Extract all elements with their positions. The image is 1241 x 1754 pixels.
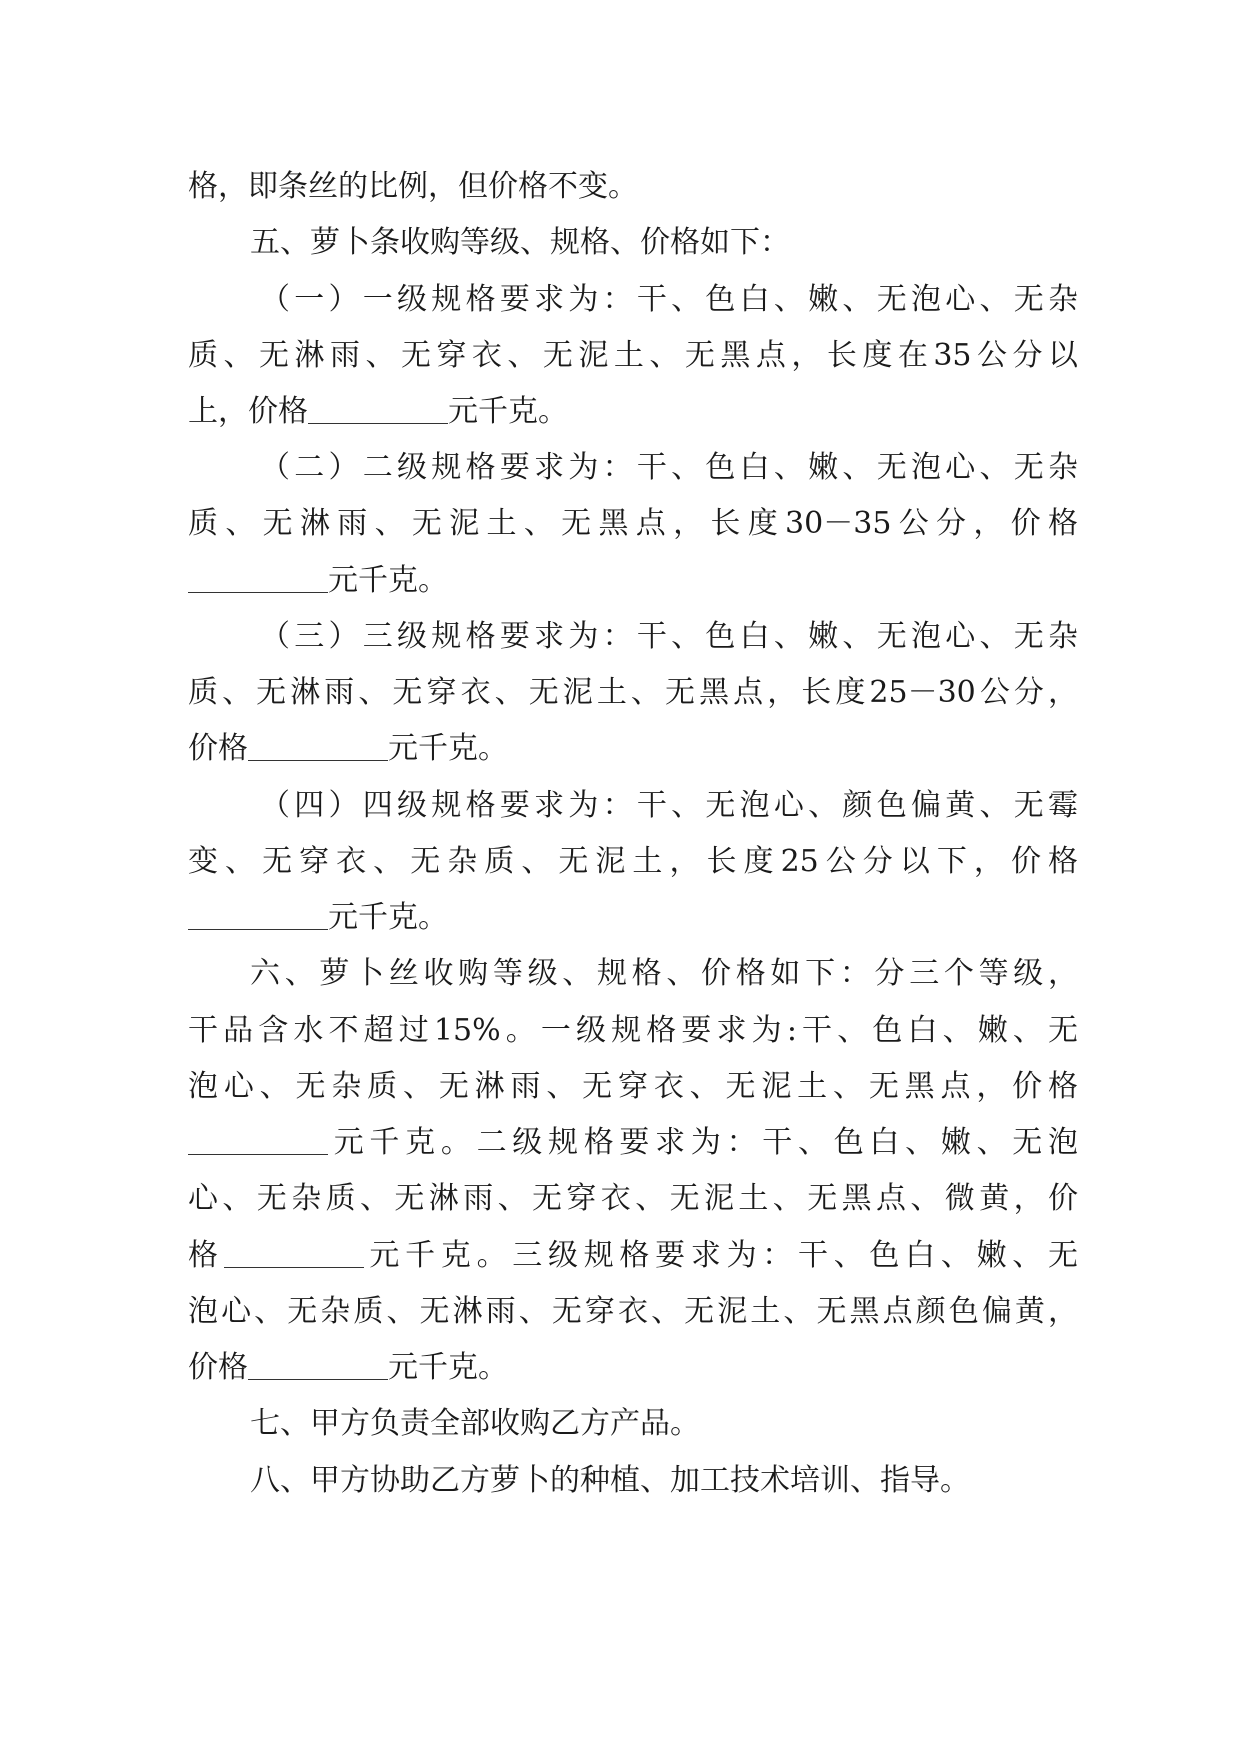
text-line: 元千克。二级规格要求为：干、色白、嫩、无泡 <box>188 1113 1078 1173</box>
text-line: （二）二级规格要求为：干、色白、嫩、无泡心、无杂 <box>260 450 1078 485</box>
text-line: 六、萝卜丝收购等级、规格、价格如下：分三个等级， <box>250 956 1078 991</box>
text-line: 质、无淋雨、无穿衣、无泥土、无黑点，长度25－30公分， <box>188 675 1078 710</box>
text-line: 格 元千克。三级规格要求为：干、色白、嫩、无 <box>188 1238 1079 1273</box>
text-line: 价格 元千克。 <box>188 1350 508 1385</box>
text-line: 价格 元千克。 <box>188 731 508 766</box>
text-line: 上，价格 元千克。 <box>188 394 568 429</box>
text-line: 元千克。 <box>188 888 1078 948</box>
text-line: 泡心、无杂质、无淋雨、无穿衣、无泥土、无黑点，价格 <box>188 1069 1078 1104</box>
text-line: 干品含水不超过15%。一级规格要求为:干、色白、嫩、无 <box>188 1013 1078 1048</box>
text-line: 格，即条丝的比例，但价格不变。 <box>188 169 638 204</box>
text-line: 变、无穿衣、无杂质、无泥土，长度25公分以下，价格 <box>188 844 1078 879</box>
price-blank <box>188 590 328 593</box>
price-blank <box>188 927 328 930</box>
price-blank <box>308 421 448 424</box>
text-line: 泡心、无杂质、无淋雨、无穿衣、无泥土、无黑点颜色偏黄， <box>188 1294 1078 1329</box>
text-line: 心、无杂质、无淋雨、无穿衣、无泥土、无黑点、微黄，价 <box>188 1181 1078 1216</box>
text-line: 元千克。 <box>188 551 1078 611</box>
text-line: 七、甲方负责全部收购乙方产品。 <box>250 1406 700 1441</box>
text-line: （一）一级规格要求为：干、色白、嫩、无泡心、无杂 <box>260 282 1078 317</box>
price-blank <box>188 1152 328 1155</box>
text-line: 质、无淋雨、无穿衣、无泥土、无黑点，长度在35公分以 <box>188 338 1078 373</box>
section-heading: 五、萝卜条收购等级、规格、价格如下： <box>250 225 790 260</box>
text-line: 八、甲方协助乙方萝卜的种植、加工技术培训、指导。 <box>250 1463 970 1498</box>
text-line: （三）三级规格要求为：干、色白、嫩、无泡心、无杂 <box>260 619 1078 654</box>
price-blank <box>224 1265 364 1268</box>
price-blank <box>248 1377 388 1380</box>
price-blank <box>248 758 388 761</box>
text-line: （四）四级规格要求为：干、无泡心、颜色偏黄、无霉 <box>260 788 1078 823</box>
text-line: 质、无淋雨、无泥土、无黑点，长度30－35公分，价格 <box>188 506 1078 541</box>
